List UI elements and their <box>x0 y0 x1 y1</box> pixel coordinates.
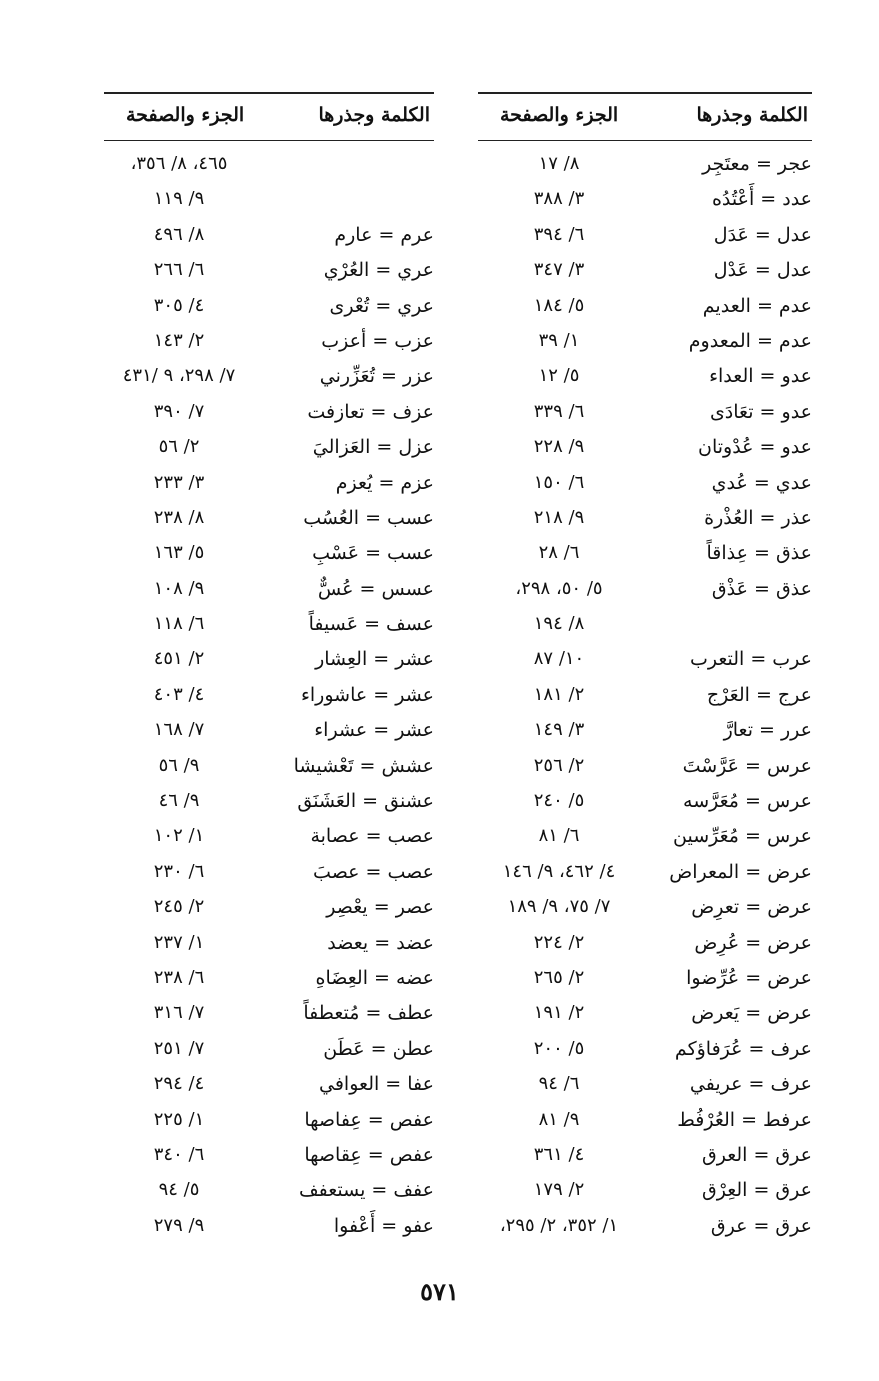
entry-reference: ٢/ ٢٥٦ <box>533 754 585 776</box>
entry-reference: ٣/ ٢٣٣ <box>153 471 205 493</box>
entry-word: عدل = عَدْل <box>713 259 812 282</box>
entry-word: عجر = معتَجِر <box>702 153 812 175</box>
entry-reference: ٩/ ٨١ <box>538 1108 580 1130</box>
entry-word: عشش = تَعْشيشا <box>293 754 434 777</box>
entry-reference: ٥/ ٥٠، ٢٩٨، <box>515 577 603 599</box>
entry-word: عصر = يعْصِر <box>326 896 434 919</box>
index-row <box>478 608 812 643</box>
entry-word: عرب = التعرب <box>689 648 812 671</box>
entry-reference: ٢/ ١٩١ <box>533 1002 585 1024</box>
entry-reference: ٩/ ٤٦ <box>158 790 200 812</box>
entry-reference: ٦/ ٢٣٨ <box>153 966 205 988</box>
index-row <box>104 679 434 714</box>
header-word-label: الكلمة وجذرها <box>696 104 808 126</box>
header-ref-label: الجزء والصفحة <box>126 104 245 126</box>
entry-reference: ٧/ ٢٥١ <box>153 1037 205 1059</box>
index-row <box>478 997 812 1032</box>
index-row <box>478 1174 812 1209</box>
entry-word: عرس = مُعَرِّسين <box>673 825 812 848</box>
entry-word: عدل = عَدَل <box>713 223 812 246</box>
entry-reference: ٦/ ١١٨ <box>153 613 205 635</box>
entry-reference: ٧/ ٣٩٠ <box>153 400 205 422</box>
left-column-rows <box>104 148 434 1245</box>
index-row <box>478 679 812 714</box>
index-row <box>104 573 434 608</box>
entry-word: عفص = عِفاصها <box>304 1108 434 1131</box>
entry-reference: ٨/ ٢٣٨ <box>153 506 205 528</box>
entry-reference: ٦/ ٣٩٤ <box>533 223 585 245</box>
entry-reference: ٦/ ٢٣٠ <box>153 860 205 882</box>
index-row <box>478 643 812 678</box>
index-row <box>478 1139 812 1174</box>
entry-reference: ١٠/ ٨٧ <box>533 648 585 670</box>
entry-reference: ٩/ ١٠٨ <box>153 577 205 599</box>
index-row <box>104 537 434 572</box>
index-row <box>478 785 812 820</box>
index-row <box>104 219 434 254</box>
entry-reference: ٦/ ٢٨ <box>538 542 580 564</box>
index-row <box>104 643 434 678</box>
entry-word: عذق = عَذْق <box>711 577 812 600</box>
entry-reference: ٩/ ٥٦ <box>158 754 200 776</box>
entry-word: عشر = العِشار <box>315 648 434 671</box>
entry-reference: ٥/ ١٦٣ <box>153 542 205 564</box>
index-row <box>104 891 434 926</box>
index-row <box>104 1033 434 1068</box>
index-row <box>104 785 434 820</box>
entry-word: عرف = عُرَفاؤكم <box>674 1037 812 1060</box>
index-row <box>478 820 812 855</box>
entry-word: عدو = تعَادَى <box>709 400 812 423</box>
page-number: ٥٧١ <box>420 1277 459 1306</box>
index-row <box>478 431 812 466</box>
entry-word: عرض = المعراض <box>669 860 812 883</box>
index-row <box>478 183 812 218</box>
entry-reference: ١/ ١٠٢ <box>153 825 205 847</box>
index-row <box>478 290 812 325</box>
index-row <box>478 962 812 997</box>
entry-word: عرض = عُرِض <box>694 931 812 954</box>
entry-reference: ٩/ ٢٢٨ <box>533 436 585 458</box>
entry-word: عزف = تعازفت <box>307 400 434 423</box>
right-column <box>478 92 812 1245</box>
entry-word: عطف = مُتعطفاً <box>303 1002 434 1025</box>
entry-word: عرض = تعرِض <box>691 896 812 919</box>
entry-reference: ٨/ ٤٩٦ <box>153 223 205 245</box>
entry-reference: ٧/ ٧٥، ٩/ ١٨٩ <box>507 896 611 918</box>
index-row <box>104 1174 434 1209</box>
entry-reference: ٣/ ١٤٩ <box>533 719 585 741</box>
index-row <box>104 183 434 218</box>
entry-word: عشر = عاشوراء <box>300 683 434 706</box>
entry-word: عرق = العرق <box>701 1143 812 1166</box>
entry-reference: ١/ ٣٥٢، ٢/ ٢٩٥، <box>499 1214 619 1236</box>
index-row <box>104 148 434 183</box>
entry-word: عضد = يعضد <box>327 931 434 954</box>
entry-reference: ٦/ ٣٤٠ <box>153 1143 205 1165</box>
index-row <box>104 325 434 360</box>
index-row <box>104 962 434 997</box>
left-column <box>104 92 434 1245</box>
index-row <box>104 856 434 891</box>
index-row <box>478 573 812 608</box>
index-row <box>104 997 434 1032</box>
entry-reference: ٦/ ٢٦٦ <box>153 259 205 281</box>
index-row <box>104 396 434 431</box>
index-row <box>104 360 434 395</box>
index-row <box>478 1068 812 1103</box>
index-row <box>478 1104 812 1139</box>
entry-word: عزر = تُعَزِّرني <box>319 365 434 388</box>
entry-word: عرج = العَرْج <box>706 683 812 706</box>
entry-reference: ٣/ ٣٨٨ <box>533 188 585 210</box>
entry-reference: ٩/ ٢٧٩ <box>153 1214 205 1236</box>
entry-reference: ٥/ ٢٠٠ <box>533 1037 585 1059</box>
entry-reference: ٤/ ٤٠٣ <box>153 683 205 705</box>
entry-word: عرم = عارم <box>334 223 434 246</box>
index-row <box>104 1068 434 1103</box>
entry-reference: ٢/ ٢٢٤ <box>533 931 585 953</box>
entry-reference: ٧/ ٣١٦ <box>153 1002 205 1024</box>
entry-reference: ٩/ ١١٩ <box>153 188 205 210</box>
entry-word: عري = العُرْي <box>323 259 434 282</box>
entry-word: عفو = أَعْفوا <box>333 1214 434 1237</box>
index-row <box>478 1033 812 1068</box>
index-row <box>478 502 812 537</box>
index-row <box>104 467 434 502</box>
index-row <box>478 467 812 502</box>
entry-word: عسف = عَسيفاً <box>308 613 434 636</box>
entry-reference: ١/ ٢٣٧ <box>153 931 205 953</box>
entry-reference: ٥/ ٩٤ <box>158 1179 200 1201</box>
entry-word: عذق = عِذاقاً <box>706 542 812 565</box>
index-row <box>478 148 812 183</box>
entry-word: عزب = أعزب <box>321 329 434 352</box>
index-row <box>104 750 434 785</box>
entry-word: عفا = العوافي <box>319 1073 434 1096</box>
entry-word: عرر = تعارَّ <box>723 719 812 742</box>
index-row <box>478 219 812 254</box>
entry-word: عزل = العَزاليَ <box>312 436 434 459</box>
right-column-header <box>478 92 812 141</box>
entry-word: عدو = عُدْوتان <box>698 436 812 459</box>
entry-word: عرف = عريفي <box>689 1073 812 1096</box>
entry-word: عرض = يَعرض <box>691 1002 812 1025</box>
entry-word: عري = تُعْرى <box>329 294 434 317</box>
entry-reference: ٦/ ٩٤ <box>538 1073 580 1095</box>
index-row <box>478 750 812 785</box>
entry-reference: ٢/ ٥٦ <box>158 436 200 458</box>
entry-reference: ٤/ ٣٠٥ <box>153 294 205 316</box>
entry-reference: ٥/ ٢٤٠ <box>533 790 585 812</box>
entry-word: عرض = عُرِّضوا <box>686 966 812 989</box>
entry-reference: ٦/ ٨١ <box>538 825 580 847</box>
entry-reference: ٥/ ١٨٤ <box>533 294 585 316</box>
entry-reference: ٢/ ٤٥١ <box>153 648 205 670</box>
index-row <box>104 502 434 537</box>
entry-word: عفف = يستعفف <box>298 1179 434 1202</box>
entry-reference: ٦/ ١٥٠ <box>533 471 585 493</box>
entry-word: عسب = عَسْبِ <box>312 542 434 565</box>
index-row <box>104 927 434 962</box>
left-column-header <box>104 92 434 141</box>
entry-word: عزم = يُعزم <box>335 471 434 494</box>
index-row <box>104 1104 434 1139</box>
entry-word: عذر = العُذْرة <box>704 506 812 529</box>
right-column-rows <box>478 148 812 1245</box>
header-word-label: الكلمة وجذرها <box>318 104 430 126</box>
entry-word: عسب = العُسُب <box>303 506 434 529</box>
entry-word: عرفط = العُرْفُط <box>677 1108 812 1131</box>
entry-reference: ٦/ ٣٣٩ <box>533 400 585 422</box>
entry-reference: ٨/ ١٩٤ <box>533 613 585 635</box>
entry-reference: ٧/ ٢٩٨، ٩ /٤٣١ <box>122 365 236 387</box>
index-row <box>478 1210 812 1245</box>
entry-word: عصب = عصبَ <box>313 860 434 883</box>
header-ref-label: الجزء والصفحة <box>500 104 619 126</box>
entry-reference: ٣/ ٣٤٧ <box>533 259 585 281</box>
index-row <box>104 820 434 855</box>
entry-word: عضه = العِضَاهِ <box>315 966 434 989</box>
entry-word: عدم = العديم <box>702 294 812 317</box>
index-row <box>478 537 812 572</box>
index-row <box>104 608 434 643</box>
index-row <box>478 360 812 395</box>
entry-word: عسس = عُسٌّ <box>317 577 434 600</box>
entry-word: عدد = أَعْتُدُه <box>711 188 812 211</box>
index-row <box>104 431 434 466</box>
entry-reference: ١/ ٢٢٥ <box>153 1108 205 1130</box>
entry-reference: ٧/ ١٦٨ <box>153 719 205 741</box>
entry-word: عدي = عُدي <box>711 471 812 494</box>
entry-reference: ٢/ ١٤٣ <box>153 329 205 351</box>
entry-reference: ٥/ ١٢ <box>538 365 580 387</box>
index-row <box>104 290 434 325</box>
index-row <box>104 254 434 289</box>
entry-reference: ٢/ ١٧٩ <box>533 1179 585 1201</box>
entry-reference: ٢/ ٢٦٥ <box>533 966 585 988</box>
entry-reference: ٩/ ٢١٨ <box>533 506 585 528</box>
index-row <box>478 927 812 962</box>
entry-word: عصب = عصابة <box>310 825 434 848</box>
entry-reference: ٤/ ٤٦٢، ٩/ ١٤٦ <box>502 860 616 882</box>
index-row <box>478 325 812 360</box>
index-row <box>478 714 812 749</box>
index-row <box>104 1210 434 1245</box>
entry-reference: ٤/ ٢٩٤ <box>153 1073 205 1095</box>
entry-reference: ٢/ ٢٤٥ <box>153 896 205 918</box>
entry-word: عرق = عرق <box>710 1214 812 1237</box>
entry-reference: ٤/ ٣٦١ <box>533 1143 585 1165</box>
index-row <box>478 891 812 926</box>
entry-reference: ٤٦٥، ٨/ ٣٥٦، <box>130 153 228 174</box>
entry-reference: ٢/ ١٨١ <box>533 683 585 705</box>
index-row <box>478 856 812 891</box>
entry-word: عدم = المعدوم <box>688 329 812 352</box>
index-row <box>104 1139 434 1174</box>
entry-word: عرس = عَرَّسْتَ <box>682 754 812 777</box>
entry-reference: ١/ ٣٩ <box>538 329 580 351</box>
entry-word: عرق = العِرْق <box>701 1179 812 1202</box>
index-row <box>104 714 434 749</box>
entry-word: عدو = العداء <box>709 365 812 388</box>
entry-word: عشنق = العَشَنَق <box>297 790 434 813</box>
index-row <box>478 254 812 289</box>
entry-reference: ٨/ ١٧ <box>538 153 580 174</box>
index-row <box>478 396 812 431</box>
entry-word: عرس = مُعَرَّسه <box>683 790 812 813</box>
entry-word: عشر = عشراء <box>314 719 434 742</box>
entry-word: عفص = عِقاصها <box>304 1143 434 1166</box>
entry-word: عطن = عَطَن <box>323 1037 434 1060</box>
